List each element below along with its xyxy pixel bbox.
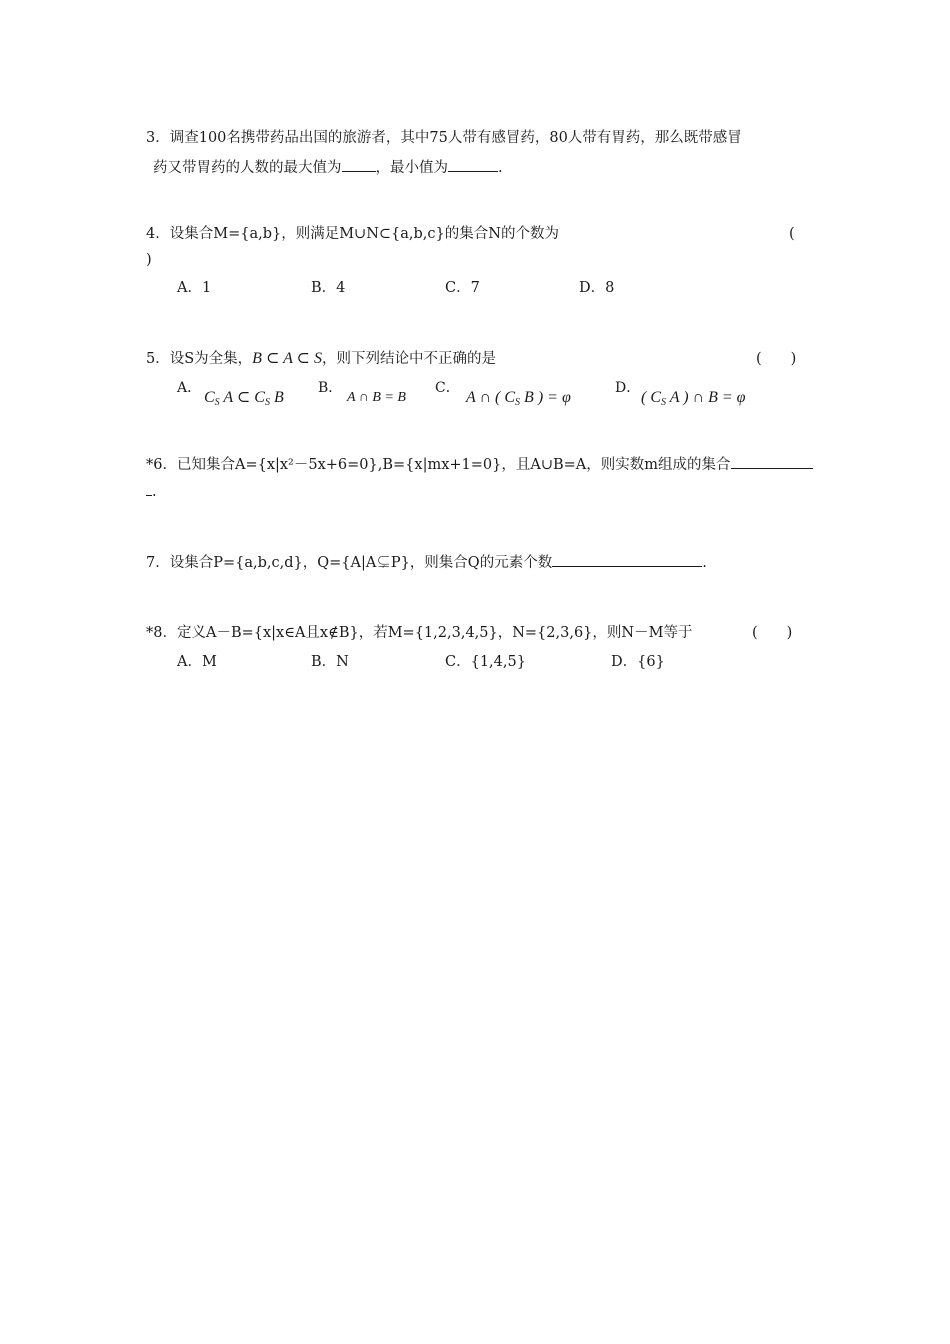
q4-option-c: C．7 xyxy=(445,280,480,296)
q3-text-a: 药又带胃药的人数的最大值为 xyxy=(153,160,342,176)
q3-line1: 3．调查100名携带药品出国的旅游者，其中75人带有感冒药，80人带有胃药，那么既带感冒 xyxy=(146,130,742,146)
q6-text: *6．已知集合A={x|x²－5x+6=0},B={x|mx+1=0}，且A∪B=A，则实数m组成的集合 xyxy=(146,457,731,473)
q4-paren-close: ) xyxy=(146,252,152,268)
q4-option-a: A．1 xyxy=(177,280,212,296)
q8-option-b: B．N xyxy=(311,654,349,670)
q5-option-c-math: A ∩ ( $C_S$ B ) = φ xyxy=(466,389,571,408)
q4-option-b: B．4 xyxy=(311,280,346,296)
q7-line xyxy=(146,551,707,573)
q5-label-c: C． xyxy=(435,380,460,396)
q8-paren: ( ) xyxy=(752,625,793,641)
q4-paren-open: ( xyxy=(789,226,795,242)
q6-line1 xyxy=(146,453,813,475)
q7-end: . xyxy=(702,555,707,571)
q8-option-d: D．{6} xyxy=(611,654,665,670)
q5-stem-a: 5．设S为全集， xyxy=(146,351,253,367)
q5-stem-math: B ⊂ A ⊂ S xyxy=(252,350,322,367)
q4-option-d: D．8 xyxy=(579,280,615,296)
q6-blank[interactable] xyxy=(731,453,813,469)
q5-paren: ( ) xyxy=(756,351,797,367)
q7-text: 7．设集合P={a,b,c,d}，Q={A|A⊊P}，则集合Q的元素个数 xyxy=(146,555,553,571)
q7-blank[interactable] xyxy=(552,551,702,567)
q5-stem xyxy=(146,349,496,369)
q3-text-b: ，最小值为 xyxy=(375,160,448,176)
q5-label-a: A． xyxy=(177,380,202,396)
q5-option-a-math: $C_S$ A ⊂ $C_S$ B xyxy=(204,389,284,408)
q8-stem: *8．定义A－B={x|x∈A且x∉B}，若M={1,2,3,4,5}，N={2,3,6}，则N－M等于 xyxy=(146,625,693,641)
q3-line2 xyxy=(153,156,503,178)
q8-option-c: C．{1,4,5} xyxy=(445,654,526,670)
q5-option-d-math: ( $C_S$ A ) ∩ B = φ xyxy=(641,389,746,408)
q3-blank-min[interactable] xyxy=(448,156,498,172)
q5-option-b-math: A ∩ B = B xyxy=(347,390,406,405)
q3-blank-max[interactable] xyxy=(342,156,376,172)
q5-label-d: D． xyxy=(615,380,641,396)
q6-end: . xyxy=(152,484,157,500)
q5-stem-b: ，则下列结论中不正确的是 xyxy=(321,351,496,367)
q5-label-b: B． xyxy=(318,380,343,396)
q8-option-a: A．M xyxy=(177,654,217,670)
q6-line2 xyxy=(146,480,157,502)
q3-text-c: . xyxy=(498,160,503,176)
q4-stem: 4．设集合M={a,b}，则满足M∪N⊂{a,b,c}的集合N的个数为 xyxy=(146,226,559,242)
